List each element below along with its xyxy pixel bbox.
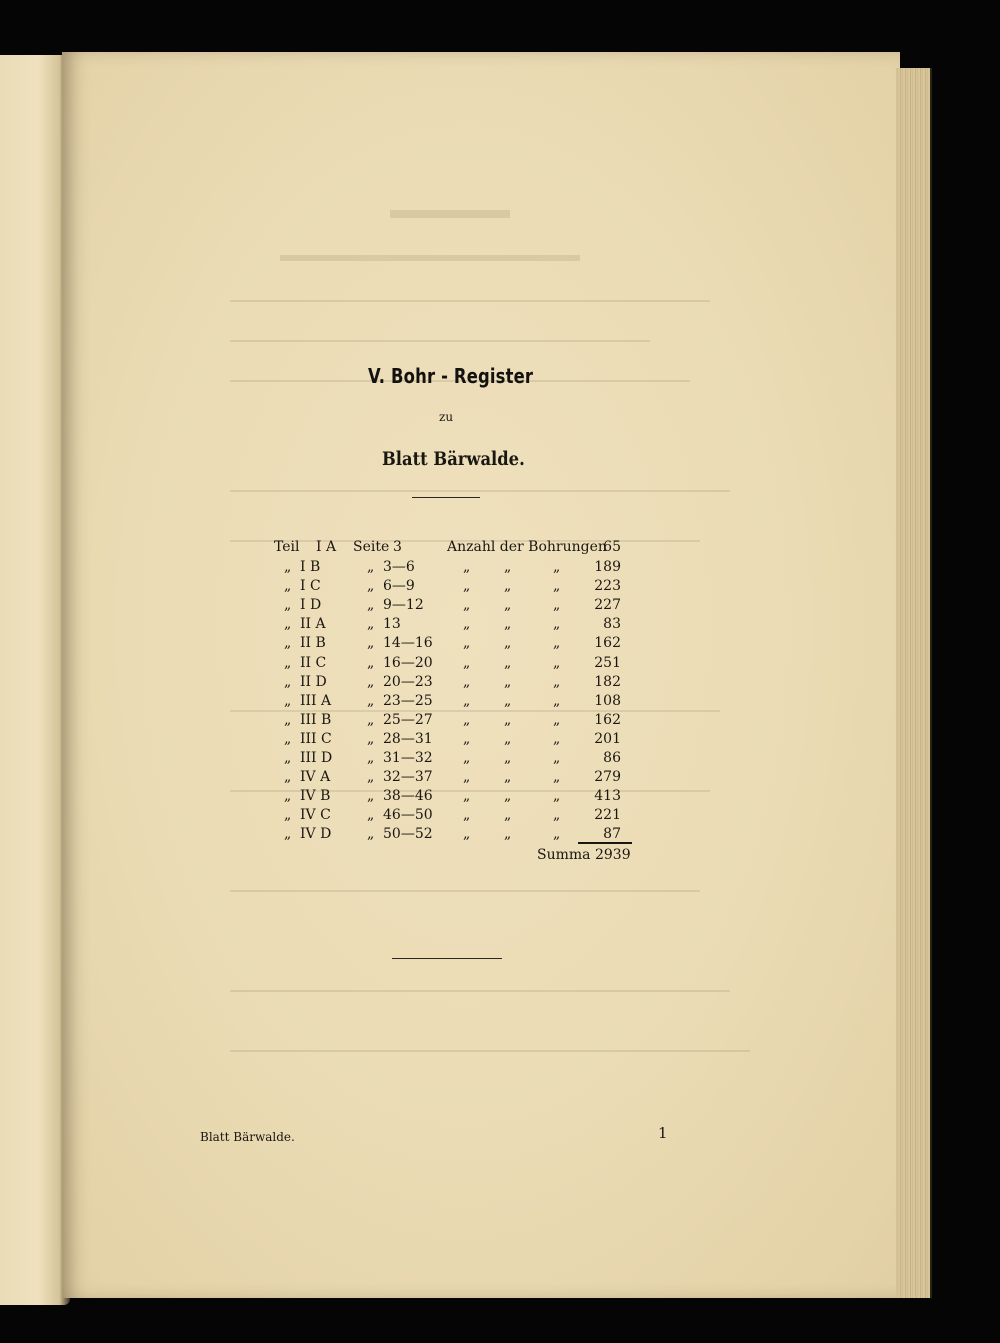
count-cell: 65 [603,539,621,555]
part-cell: IV D [300,826,332,843]
count-cell: 189 [594,559,621,575]
part-cell: II D [300,673,327,690]
ditto-mark: „ [284,750,292,766]
pages-cell: 50—52 [383,826,433,843]
count-cell: 87 [603,826,621,843]
part-cell: I A [316,539,337,555]
ditto-mark: „ [463,635,471,652]
ditto-mark: „ [553,807,561,824]
ditto-mark: „ [463,769,471,786]
ditto-mark: „ [284,711,292,728]
ditto-mark: „ [463,673,471,690]
ditto-mark: „ [463,711,471,728]
ditto-mark: „ [504,597,512,614]
ditto-mark: „ [284,635,292,652]
sum-rule [578,842,632,844]
ditto-mark: „ [367,769,375,786]
count-cell: 221 [594,807,621,824]
ditto-mark: „ [553,597,561,614]
ditto-mark: „ [553,730,561,747]
ditto-mark: „ [553,578,561,595]
pages-cell: 9—12 [383,597,424,614]
ditto-mark: „ [504,769,512,786]
ditto-mark: „ [367,750,375,766]
ditto-mark: „ [367,711,375,728]
ditto-mark: „ [553,616,561,633]
ditto-mark: „ [367,692,375,709]
pages-cell: 23—25 [383,692,433,709]
ditto-mark: „ [463,807,471,824]
ditto-mark: „ [553,788,561,805]
ditto-mark: „ [553,826,561,843]
ditto-mark: „ [367,654,375,671]
count-cell: 108 [594,692,621,709]
ditto-mark: „ [504,559,512,575]
title-divider [412,497,480,498]
total-label: Summa [537,847,591,863]
closing-divider [392,958,502,959]
ditto-mark: „ [463,750,471,766]
ditto-mark: „ [284,826,292,843]
ditto-mark: „ [463,826,471,843]
document-page [62,52,900,1298]
ditto-mark: „ [553,750,561,766]
ditto-mark: „ [367,597,375,614]
pages-cell: 16—20 [383,654,433,671]
part-cell: III B [300,711,332,728]
ditto-mark: „ [284,730,292,747]
heading-connector: zu [439,410,454,424]
count-cell: 223 [594,578,621,595]
ditto-mark: „ [284,616,292,633]
ditto-mark: „ [463,616,471,633]
page-number: 1 [658,1124,668,1142]
pages-cell: 25—27 [383,711,433,728]
count-cell: 227 [594,597,621,614]
ditto-mark: „ [504,673,512,690]
part-cell: IV B [300,788,331,805]
ditto-mark: „ [284,654,292,671]
pages-cell: 20—23 [383,673,433,690]
ditto-mark: „ [284,673,292,690]
ditto-mark: „ [553,692,561,709]
ditto-mark: „ [553,654,561,671]
ditto-mark: „ [504,730,512,747]
ditto-mark: „ [504,750,512,766]
ditto-mark: „ [284,578,292,595]
ditto-mark: „ [367,730,375,747]
ditto-mark: „ [367,788,375,805]
ditto-mark: „ [504,616,512,633]
count-cell: 279 [594,769,621,786]
part-cell: IV A [300,769,331,786]
pages-cell: 6—9 [383,578,415,595]
part-cell: II A [300,616,326,633]
ditto-mark: „ [284,807,292,824]
count-cell: 201 [594,730,621,747]
ditto-mark: „ [284,597,292,614]
seite-label: Seite [353,539,390,555]
ditto-mark: „ [504,635,512,652]
ditto-mark: „ [504,826,512,843]
ditto-mark: „ [553,635,561,652]
part-cell: I B [300,559,321,575]
count-cell: 162 [594,711,621,728]
ditto-mark: „ [367,826,375,843]
left-page-edge [0,55,70,1305]
sheet-title: Blatt Bärwalde. [382,448,525,470]
count-cell: 86 [603,750,621,766]
pages-cell: 28—31 [383,730,433,747]
part-cell: II B [300,635,326,652]
total-value: 2939 [594,847,631,863]
page-stack-edges [896,68,932,1298]
ditto-mark: „ [367,616,375,633]
ditto-mark: „ [504,788,512,805]
ditto-mark: „ [284,769,292,786]
ditto-mark: „ [463,730,471,747]
register-heading: V. Bohr - Register [368,364,534,388]
part-cell: III C [300,730,332,747]
ditto-mark: „ [553,673,561,690]
part-cell: IV C [300,807,331,824]
total-row [537,847,631,863]
ditto-mark: „ [553,711,561,728]
ditto-mark: „ [284,788,292,805]
count-cell: 83 [603,616,621,633]
part-cell: III D [300,750,333,766]
ditto-mark: „ [284,559,292,575]
ditto-mark: „ [367,578,375,595]
pages-cell: 14—16 [383,635,433,652]
pages-cell: 31—32 [383,750,433,766]
ditto-mark: „ [463,597,471,614]
count-cell: 413 [594,788,621,805]
pages-cell: 46—50 [383,807,433,824]
pages-cell: 3—6 [383,559,415,575]
count-label: Anzahl der Bohrungen [447,539,607,555]
part-cell: II C [300,654,327,671]
ditto-mark: „ [284,692,292,709]
ditto-mark: „ [504,711,512,728]
count-cell: 162 [594,635,621,652]
ditto-mark: „ [553,559,561,575]
ditto-mark: „ [367,635,375,652]
teil-label: Teil [274,539,300,555]
count-cell: 251 [594,654,621,671]
ditto-mark: „ [367,807,375,824]
pages-cell: 38—46 [383,788,433,805]
pages-cell: 3 [393,539,402,555]
ditto-mark: „ [367,673,375,690]
part-cell: III A [300,692,332,709]
pages-cell: 32—37 [383,769,433,786]
ditto-mark: „ [504,654,512,671]
ditto-mark: „ [504,807,512,824]
ditto-mark: „ [504,692,512,709]
ditto-mark: „ [463,788,471,805]
count-cell: 182 [594,673,621,690]
ditto-mark: „ [553,769,561,786]
ditto-mark: „ [463,654,471,671]
pages-cell: 13 [383,616,401,633]
ditto-mark: „ [463,578,471,595]
ditto-mark: „ [367,559,375,575]
ditto-mark: „ [463,692,471,709]
footer-caption: Blatt Bärwalde. [200,1130,295,1144]
ditto-mark: „ [504,578,512,595]
part-cell: I D [300,597,322,614]
ditto-mark: „ [463,559,471,575]
part-cell: I C [300,578,321,595]
